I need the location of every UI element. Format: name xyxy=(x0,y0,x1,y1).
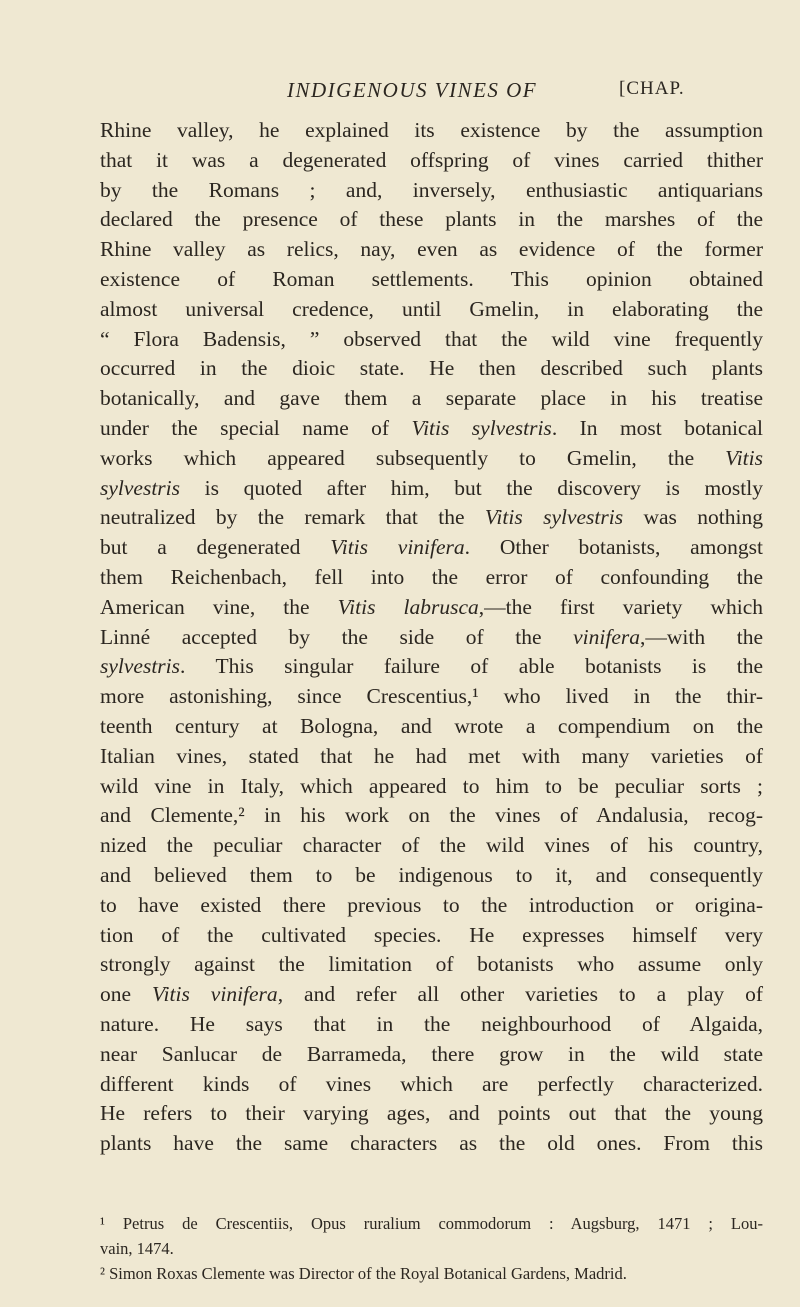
running-head xyxy=(0,78,800,108)
text-line: more astonishing, since Crescentius,¹ who lived in the thir- xyxy=(100,684,763,709)
text-line: occurred in the dioic state. He then described such plants xyxy=(100,356,763,381)
text-line: but a degenerated Vitis vinifera. Other botanists, amongst xyxy=(100,535,763,560)
text-line: and believed them to be indigenous to it, and consequently xyxy=(100,862,763,887)
text-line: by the Romans ; and, inversely, enthusiastic antiquarians xyxy=(100,177,763,202)
text-line: tion of the cultivated species. He expresses himself very xyxy=(100,922,763,947)
body-text xyxy=(100,116,763,1159)
footnote-1-line-2: vain, 1474. xyxy=(100,1239,174,1258)
text-line: existence of Roman settlements. This opinion obtained xyxy=(100,266,763,291)
text-line: one Vitis vinifera, and refer all other varieties to a play of xyxy=(100,982,764,1007)
text-line: Italian vines, stated that he had met with many varieties of xyxy=(100,743,763,768)
text-line: under the special name of Vitis sylvestris. In most botanical xyxy=(100,415,763,440)
text-line: neutralized by the remark that the Vitis sylvestris was nothing xyxy=(100,505,763,530)
text-line: nature. He says that in the neighbourhood of Algaida, xyxy=(100,1011,763,1036)
text-line: declared the presence of these plants in the marshes of the xyxy=(100,207,763,232)
text-line: sylvestris is quoted after him, but the discovery is mostly xyxy=(100,475,763,500)
text-line: strongly against the limitation of botanists who assume only xyxy=(100,952,763,977)
text-line: sylvestris. This singular failure of able botanists is the xyxy=(100,654,763,679)
text-line: Rhine valley as relics, nay, even as evidence of the former xyxy=(100,237,763,262)
footnote-1-line-1: ¹ Petrus de Crescentiis, Opus ruralium commodorum : Augsburg, 1471 ; Lou- xyxy=(100,1214,763,1233)
text-line: wild vine in Italy, which appeared to him to be peculiar sorts ; xyxy=(100,773,763,798)
text-line: American vine, the Vitis labrusca,—the first variety which xyxy=(100,594,764,619)
text-line: Rhine valley, he explained its existence by the assumption xyxy=(100,118,763,142)
text-line: botanically, and gave them a separate place in his treatise xyxy=(100,386,763,411)
running-head-title: INDIGENOUS VINES OF xyxy=(287,78,538,102)
text-line: plants have the same characters as the old ones. From this xyxy=(100,1131,763,1156)
text-line: that it was a degenerated offspring of vines carried thither xyxy=(100,147,763,172)
text-line: different kinds of vines which are perfectly characterized. xyxy=(100,1071,763,1096)
text-line: Linné accepted by the side of the vinifera,—with the xyxy=(100,624,763,649)
text-line: nized the peculiar character of the wild vines of his country, xyxy=(100,833,763,858)
running-head-chapter: [CHAP. xyxy=(619,78,685,99)
text-line: to have existed there previous to the introduction or origina- xyxy=(100,892,763,917)
text-line: them Reichenbach, fell into the error of confounding the xyxy=(100,564,763,589)
text-line: “ Flora Badensis, ” observed that the wild vine frequently xyxy=(100,326,763,351)
footnotes xyxy=(100,1211,763,1286)
text-line: near Sanlucar de Barrameda, there grow in the wild state xyxy=(100,1041,763,1066)
text-line: teenth century at Bologna, and wrote a compendium on the xyxy=(100,713,763,738)
footnote-2: ² Simon Roxas Clemente was Director of the Royal Botanical Gardens, Madrid. xyxy=(100,1264,627,1283)
text-line: works which appeared subsequently to Gmelin, the Vitis xyxy=(100,445,763,470)
text-line: and Clemente,² in his work on the vines of Andalusia, recog- xyxy=(100,803,763,828)
text-line: almost universal credence, until Gmelin, in elaborating the xyxy=(100,296,763,321)
text-line: He refers to their varying ages, and points out that the young xyxy=(100,1101,763,1126)
